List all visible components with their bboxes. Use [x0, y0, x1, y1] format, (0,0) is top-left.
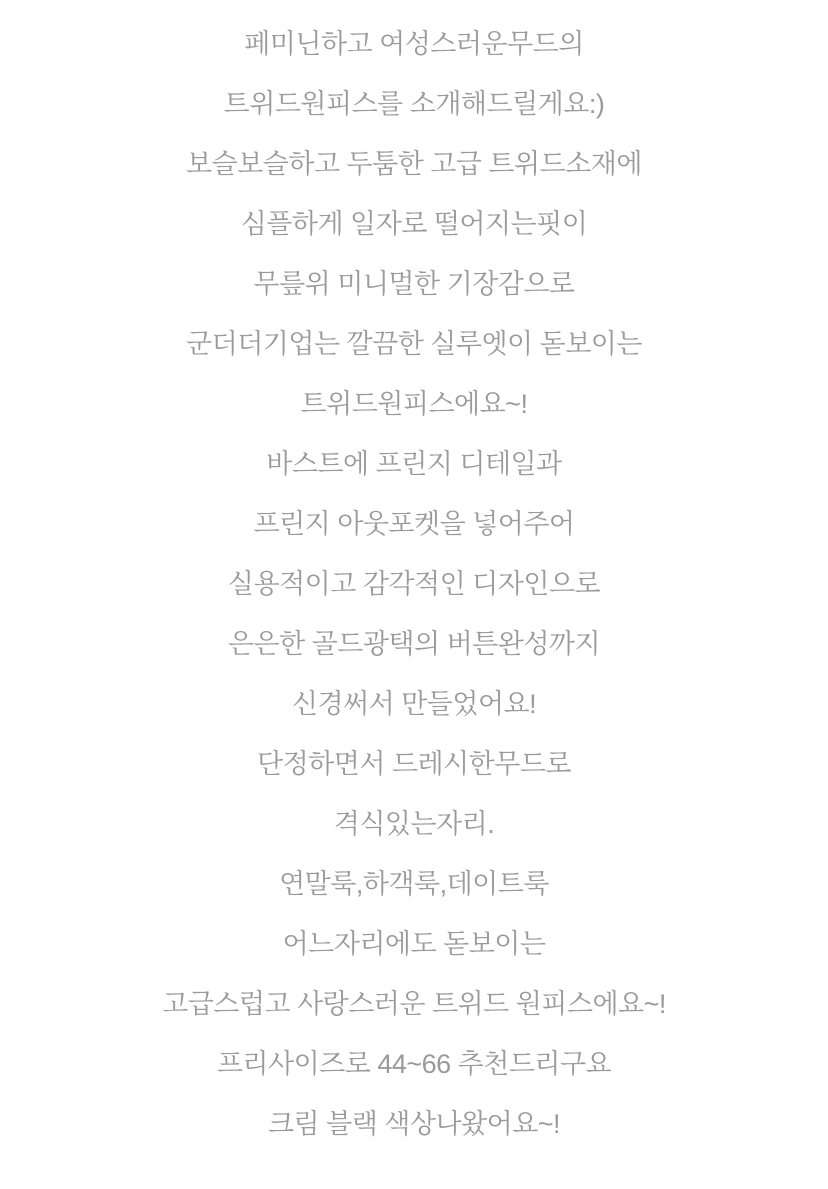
text-line: 페미닌하고 여성스러운무드의	[244, 29, 584, 59]
text-line: 바스트에 프린지 디테일과	[266, 449, 562, 479]
text-line: 무릎위 미니멀한 기장감으로	[253, 269, 575, 299]
text-line: 크림 블랙 색상나왔어요~!	[267, 1109, 561, 1139]
text-line: 심플하게 일자로 떨어지는핏이	[240, 209, 588, 239]
text-line: 트위드원피스를 소개해드릴게요:)	[223, 89, 605, 119]
text-line: 프린지 아웃포켓을 넣어주어	[253, 509, 575, 539]
text-line: 단정하면서 드레시한무드로	[257, 749, 571, 779]
text-line: 고급스럽고 사랑스러운 트위드 원피스에요~!	[162, 989, 666, 1019]
text-line: 프리사이즈로 44~66 추천드리구요	[216, 1049, 612, 1079]
text-line: 어느자리에도 돋보이는	[282, 929, 546, 959]
text-line: 격식있는자리.	[333, 809, 495, 839]
text-line: 보슬보슬하고 두툼한 고급 트위드소재에	[186, 149, 642, 179]
text-line: 트위드원피스에요~!	[300, 389, 528, 419]
text-line: 군더더기업는 깔끔한 실루엣이 돋보이는	[186, 329, 642, 359]
text-line: 연말룩,하객룩,데이트룩	[279, 869, 549, 899]
text-line: 신경써서 만들었어요!	[291, 689, 537, 719]
text-line: 은은한 골드광택의 버튼완성까지	[227, 629, 601, 659]
text-line: 실용적이고 감각적인 디자인으로	[227, 569, 601, 599]
